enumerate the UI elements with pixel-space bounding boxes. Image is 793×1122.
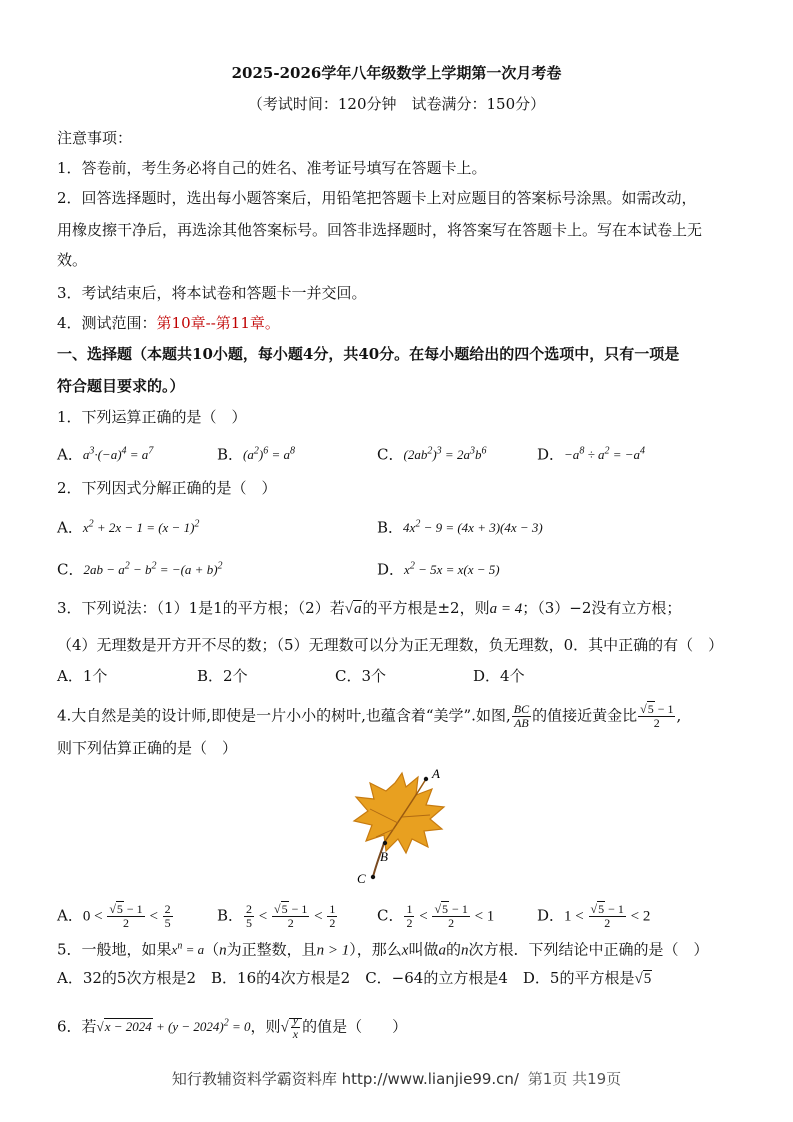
note-4-prefix: 4．测试范围： [57, 314, 157, 332]
note-2-line-2: 用橡皮擦干净后，再选涂其他答案标号。回答非选择题时，将答案写在答题卡上。写在本试卷上无 [57, 221, 703, 239]
section-1-heading-line-1: 一、选择题（本题共10小题，每小题4分，共40分。在每小题给出的四个选项中，只有一项是 [57, 345, 680, 363]
q3-line-2: （4）无理数是开方开不尽的数；（5）无理数可以分为正无理数，负无理数，0．其中正确的有（ ） [57, 636, 724, 654]
label-a: A [432, 766, 440, 781]
maple-leaf-figure [340, 765, 460, 890]
page-number: 第1页 共19页 [527, 1070, 622, 1088]
label-b: B [380, 849, 388, 864]
q3-option-b: B．2个 [197, 667, 248, 685]
exam-title: 2025-2026学年八年级数学上学期第一次月考卷 [231, 64, 562, 82]
q3-option-c: C．3个 [335, 667, 387, 685]
q3-option-a: A．1个 [57, 667, 108, 685]
note-3: 3．考试结束后，将本试卷和答题卡一并交回。 [57, 284, 367, 302]
label-c: C [357, 871, 366, 886]
q2-option-b: B．$4x^2 - 9 = (4x + 3)(4x - 3)$ [377, 518, 543, 537]
note-2-line-3: 效。 [57, 251, 88, 269]
q1-option-d: D．$-a^8 \div a^2 = -a^4$ [537, 445, 645, 464]
q2-stem: 2．下列因式分解正确的是（ ） [57, 479, 277, 497]
q4-option-a: A．0 < $\frac{√5 - 1}{2}$ < $\frac{2}{5}$ [57, 902, 171, 930]
q1-option-b: B．$(a^2)^6 = a^8$ [217, 445, 295, 464]
notes-heading: 注意事项： [57, 129, 133, 147]
note-2-line-1: 2．回答选择题时，选出每小题答案后，用铅笔把答题卡上对应题目的答案标号涂黑。如需改动， [57, 189, 697, 207]
point-c [371, 875, 375, 879]
point-a [424, 777, 428, 781]
q3-option-d: D．4个 [473, 667, 525, 685]
q1-stem: 1．下列运算正确的是（ ） [57, 408, 247, 426]
q1-option-c: C．$(2ab^2)^3 = 2a^3b^6$ [377, 445, 487, 464]
note-4-range: 第10章--第11章。 [156, 314, 280, 332]
q4-option-d: D．1 < $\frac{√5 - 1}{2}$ < 2 [537, 902, 651, 930]
q5-options: A．32的5次方根是2 B．16的4次方根是2 C．−64的立方根是4 D．5的平方根是√5 [57, 969, 652, 987]
q2-option-a: A．$x^2 + 2x - 1 = (x - 1)^2$ [57, 518, 200, 537]
note-4 [57, 313, 280, 333]
q4-line-2: 则下列估算正确的是（ ） [57, 739, 238, 757]
maple-leaf-shape [354, 773, 444, 853]
q4-option-b: B． $\frac{2}{5}$ < $\frac{√5 - 1}{2}$ < $\frac{1}{2}$ [217, 902, 336, 930]
footer-watermark: 知行教辅资料学霸资料库 http://www.lianjie99.cn/ [171, 1070, 519, 1088]
point-b [383, 841, 387, 845]
note-1: 1．答卷前，考生务必将自己的姓名、准考证号填写在答题卡上。 [57, 159, 487, 177]
q4-line-1: 4.大自然是美的设计师,即使是一片小小的树叶,也蕴含着“美学”.如图, $\frac{BC}{AB}$ 的值接近黄金比 $\frac{√5 - 1}{2}$ , [57, 702, 682, 730]
exam-subtitle: （考试时间：120分钟 试卷满分：150分） [247, 95, 546, 113]
page-footer [0, 1068, 793, 1089]
q5-line-1: 5．一般地，如果$x^n = a(n$为正整数，且n > 1），那么x叫做a的n次方根．下列结论中正确的是（ ） [57, 940, 709, 959]
q3-line-1: 3．下列说法：（1）1是1的平方根；（2）若√a的平方根是±2，则a = 4；（3）−2没有立方根； [57, 599, 682, 617]
q1-option-a: A．$a^3\cdot(-a)^4 = a^7$ [57, 445, 154, 464]
q6-line: 6．若$√x - 2024 + (y - 2024)^2 = 0$，则√ $\frac{y}{x}$ 的值是（ ） [57, 1013, 408, 1042]
q2-option-c: C．$2ab - a^2 - b^2 = -(a + b)^2$ [57, 560, 223, 579]
q2-option-d: D．$x^2 - 5x = x(x - 5)$ [377, 560, 500, 579]
q4-option-c: C． $\frac{1}{2}$ < $\frac{√5 - 1}{2}$ < 1 [377, 902, 495, 930]
section-1-heading-line-2: 符合题目要求的。） [57, 377, 185, 395]
